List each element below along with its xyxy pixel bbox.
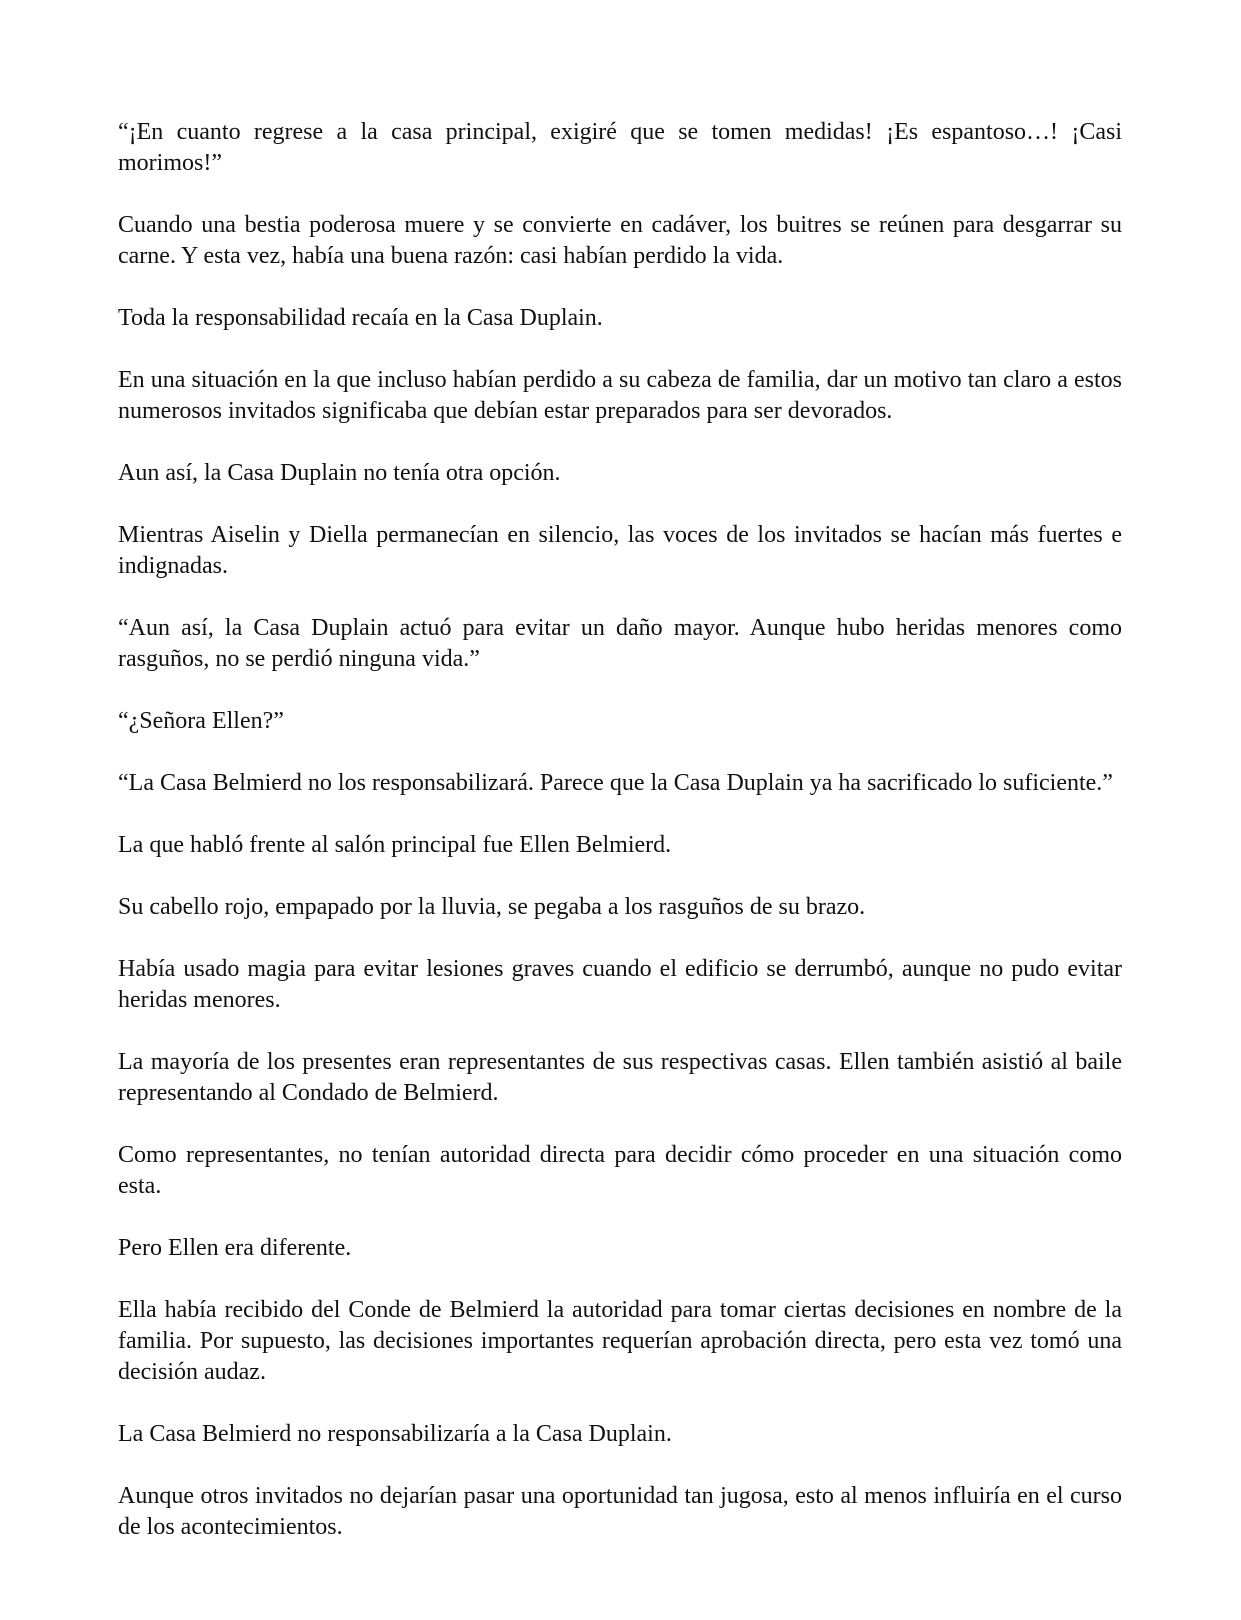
paragraph: Su cabello rojo, empapado por la lluvia, se pegaba a los rasguños de su brazo. [118, 894, 866, 920]
paragraph: Aunque otros invitados no dejarían pasar una oportunidad tan jugosa, esto al menos influiría en el curso de los acontecimientos. [118, 1483, 1122, 1540]
paragraph: Había usado magia para evitar lesiones graves cuando el edificio se derrumbó, aunque no pudo evitar heridas menores. [118, 956, 1122, 1013]
paragraph: Aun así, la Casa Duplain no tenía otra opción. [118, 460, 561, 486]
paragraph: En una situación en la que incluso habían perdido a su cabeza de familia, dar un motivo tan claro a estos numerosos invitados significaba que debían estar preparados para ser devorados. [118, 367, 1122, 424]
paragraph: Cuando una bestia poderosa muere y se convierte en cadáver, los buitres se reúnen para desgarrar su carne. Y esta vez, había una buena razón: casi habían perdido la vida. [118, 212, 1122, 269]
paragraph: Como representantes, no tenían autoridad directa para decidir cómo proceder en una situación como esta. [118, 1142, 1122, 1199]
paragraph: Toda la responsabilidad recaía en la Casa Duplain. [118, 305, 603, 331]
paragraph: Ella había recibido del Conde de Belmierd la autoridad para tomar ciertas decisiones en nombre de la familia. Por supuesto, las decisiones importantes requerían aprobación directa, pero esta vez tomó una decisión audaz. [118, 1297, 1122, 1385]
paragraph: “Aun así, la Casa Duplain actuó para evitar un daño mayor. Aunque hubo heridas menores como rasguños, no se perdió ninguna vida.” [118, 615, 1122, 672]
paragraph: “La Casa Belmierd no los responsabilizará. Parece que la Casa Duplain ya ha sacrificado lo suficiente.” [118, 770, 1113, 796]
paragraph: La Casa Belmierd no responsabilizaría a la Casa Duplain. [118, 1421, 672, 1447]
document-body [118, 117, 1122, 1543]
paragraph: “¿Señora Ellen?” [118, 708, 284, 734]
paragraph: La mayoría de los presentes eran representantes de sus respectivas casas. Ellen también asistió al baile representando al Condado de Belmierd. [118, 1049, 1122, 1106]
paragraph: Mientras Aiselin y Diella permanecían en silencio, las voces de los invitados se hacían más fuertes e indignadas. [118, 522, 1122, 579]
paragraph: Pero Ellen era diferente. [118, 1235, 352, 1261]
paragraph: “¡En cuanto regrese a la casa principal, exigiré que se tomen medidas! ¡Es espantoso…! ¡Casi morimos!” [118, 119, 1122, 176]
paragraph: La que habló frente al salón principal fue Ellen Belmierd. [118, 832, 672, 858]
